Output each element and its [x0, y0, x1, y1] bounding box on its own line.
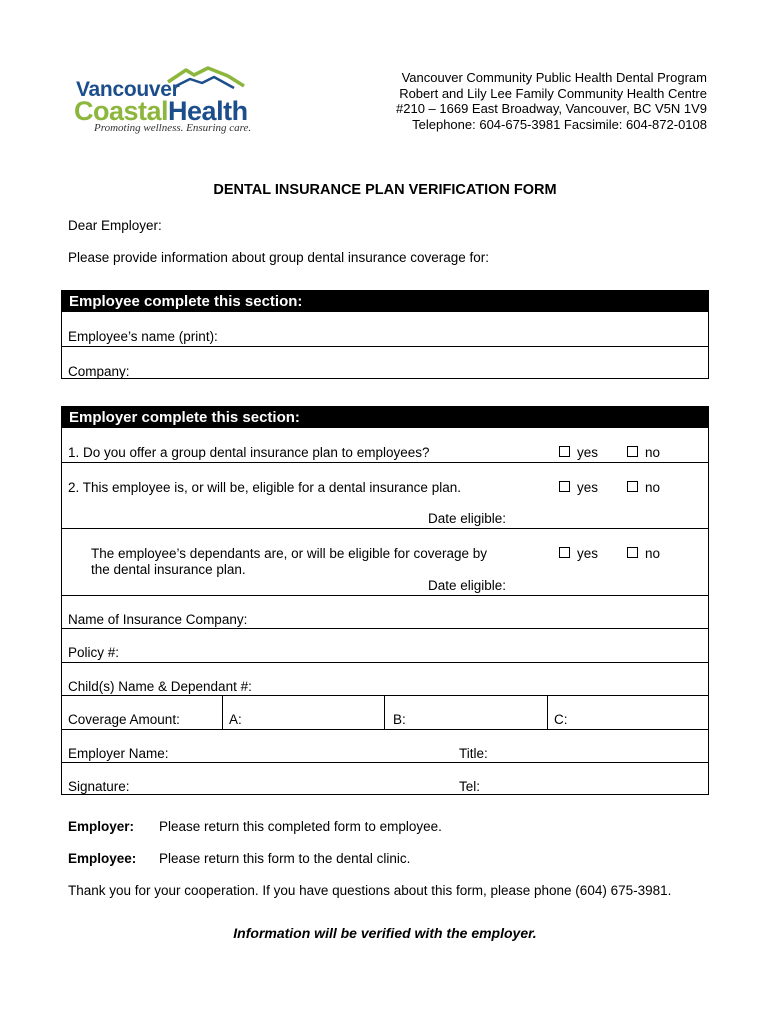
title-field[interactable]: Title:: [459, 746, 488, 761]
employer-instruction-label: Employer:: [68, 819, 135, 834]
policy-number-label: Policy #:: [68, 645, 120, 660]
q1-yes-checkbox[interactable]: yes: [559, 445, 598, 460]
checkbox-icon: [627, 481, 638, 492]
employee-section-heading: Employee complete this section:: [62, 291, 708, 312]
q1-no-checkbox[interactable]: no: [627, 445, 660, 460]
company-label: Company:: [68, 364, 130, 379]
address-line: Vancouver Community Public Health Dental Program: [401, 70, 707, 85]
insurance-company-label: Name of Insurance Company:: [68, 612, 248, 627]
address-line: #210 – 1669 East Broadway, Vancouver, BC V5N 1V9: [396, 101, 707, 117]
checkbox-icon: [627, 446, 638, 457]
question-1-text: 1. Do you offer a group dental insurance plan to employees?: [68, 445, 430, 460]
question-3-text-line2: the dental insurance plan.: [91, 562, 246, 577]
address-line: Robert and Lily Lee Family Community Health Centre: [399, 85, 707, 101]
checkbox-icon: [559, 547, 570, 558]
logo-text-coastal-health: CoastalHealth: [74, 96, 248, 126]
children-dependant-field[interactable]: [62, 662, 708, 695]
question-1-row: [62, 428, 708, 462]
q3-yes-checkbox[interactable]: yes: [559, 546, 598, 561]
coverage-b-field[interactable]: B:: [393, 712, 406, 727]
insurance-company-field[interactable]: [62, 595, 708, 628]
employer-section: [61, 406, 709, 795]
form-title: DENTAL INSURANCE PLAN VERIFICATION FORM: [213, 182, 557, 198]
coverage-c-field[interactable]: C:: [554, 712, 568, 727]
signature-row: [62, 762, 708, 796]
company-field[interactable]: [62, 346, 708, 378]
employer-instruction-text: Please return this completed form to employee.: [159, 819, 442, 834]
question-2-row: [62, 462, 708, 528]
cell-divider: [547, 696, 548, 729]
thank-you-text: Thank you for your cooperation. If you have questions about this form, please phone (604) 675-3981.: [68, 883, 672, 898]
checkbox-icon: [627, 547, 638, 558]
employee-instruction-label: Employee:: [68, 851, 137, 866]
logo-text-vancouver: Vancouver: [76, 78, 180, 101]
employee-section: [61, 290, 709, 379]
children-dependant-label: Child(s) Name & Dependant #:: [68, 679, 252, 694]
signature-field[interactable]: Signature:: [68, 779, 130, 794]
q2-no-checkbox[interactable]: no: [627, 480, 660, 495]
policy-number-field[interactable]: [62, 628, 708, 662]
employer-section-heading: Employer complete this section:: [62, 407, 708, 428]
employee-name-label: Employee’s name (print):: [68, 329, 218, 344]
intro-text: Please provide information about group dental insurance coverage for:: [68, 250, 490, 265]
clinic-address: [396, 70, 707, 132]
q3-date-eligible-field[interactable]: Date eligible:: [428, 578, 507, 593]
coverage-amount-row: [62, 695, 708, 729]
employer-name-field[interactable]: Employer Name:: [68, 746, 169, 761]
cell-divider: [222, 696, 223, 729]
tel-field[interactable]: Tel:: [459, 779, 481, 794]
salutation: Dear Employer:: [68, 218, 162, 233]
question-3-text-line1: The employee’s dependants are, or will be eligible for coverage by: [91, 546, 487, 561]
employee-name-field[interactable]: [62, 312, 708, 346]
question-2-text: 2. This employee is, or will be, eligible for a dental insurance plan.: [68, 480, 461, 495]
question-3-row: [62, 528, 708, 595]
q2-date-eligible-field[interactable]: Date eligible:: [428, 511, 507, 526]
verification-note: Information will be verified with the employer.: [233, 925, 537, 941]
checkbox-icon: [559, 446, 570, 457]
logo-tagline: Promoting wellness. Ensuring care.: [94, 122, 252, 134]
checkbox-icon: [559, 481, 570, 492]
q3-no-checkbox[interactable]: no: [627, 546, 660, 561]
vch-logo: [68, 66, 258, 138]
employee-instruction-text: Please return this form to the dental clinic.: [159, 851, 411, 866]
coverage-amount-label: Coverage Amount:: [68, 712, 180, 727]
employer-name-row: [62, 729, 708, 762]
cell-divider: [384, 696, 385, 729]
q2-yes-checkbox[interactable]: yes: [559, 480, 598, 495]
address-line: Telephone: 604-675-3981 Facsimile: 604-872-0108: [412, 116, 707, 132]
coverage-a-field[interactable]: A:: [229, 712, 242, 727]
